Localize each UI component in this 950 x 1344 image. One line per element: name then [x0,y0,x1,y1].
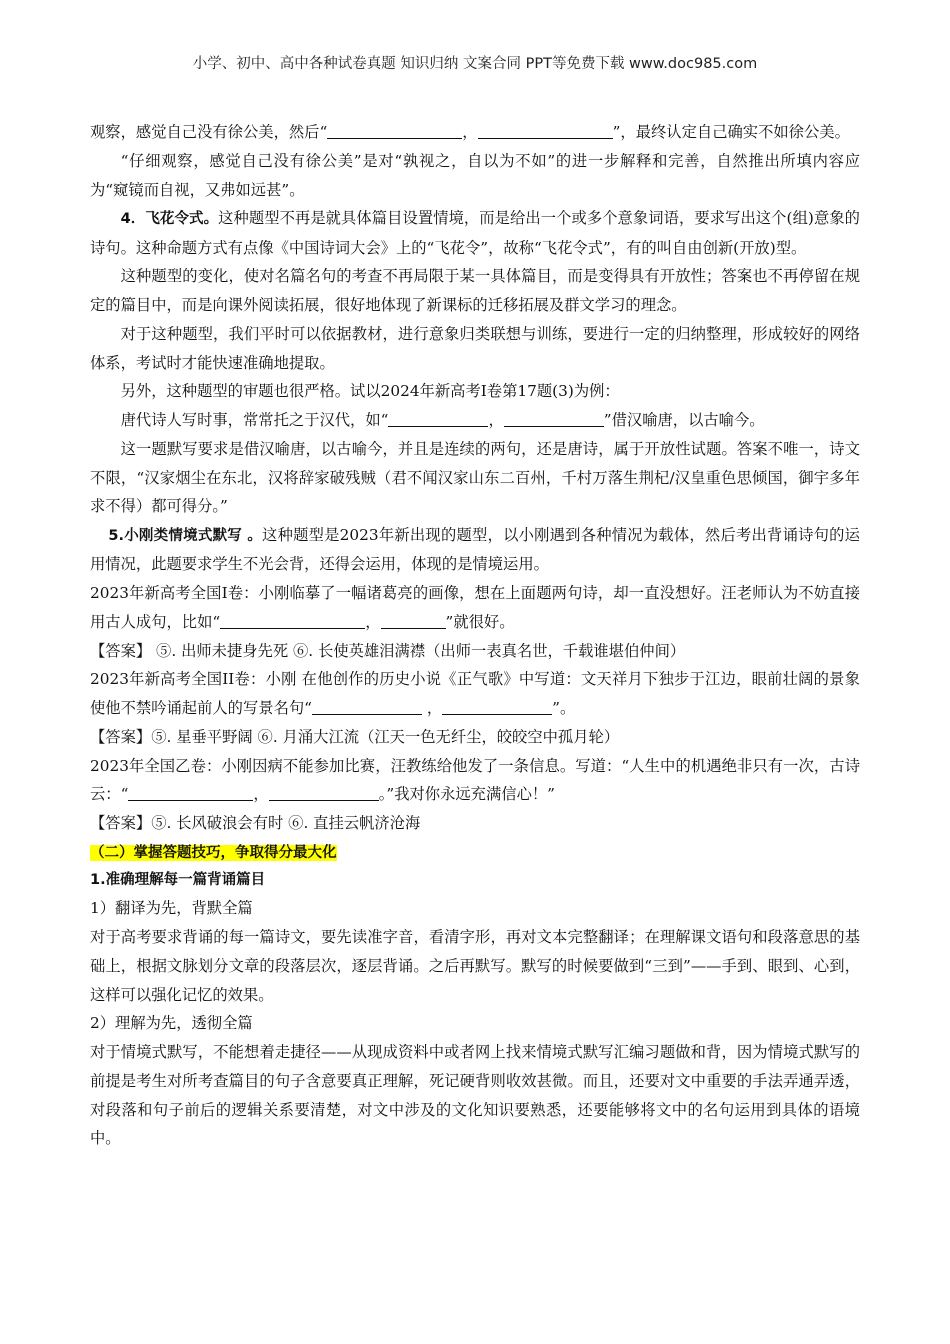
example-3: 2023年全国乙卷：小刚因病不能参加比赛，汪教练给他发了一条信息。写道：“人生中的机遇绝非只有一次，古诗云：“ ， 。”我对你永远充满信心！” [90,756,860,804]
answer-3: 【答案】⑤. 长风破浪会有时 ⑥. 直挂云帆济沧海 [90,814,421,832]
subheading-item: 1）翻译为先，背默全篇 [90,899,253,918]
section-4: 4．飞花令式。这种题型不再是就具体篇目设置情境，而是给出一个或多个意象词语，要求写出这个(组)意象的诗句。这种命题方式有点像《中国诗词大会》上的“飞花令”，故称“飞花令式”，有的叫自由创新(开放)型。 [90,209,860,257]
fill-blank [381,612,446,628]
paragraph: 观察，感觉自己没有徐公美，然后“ ， ”，最终认定自己确实不如徐公美。 [90,123,850,141]
fill-blank [220,612,365,628]
section-5-title: 5.小刚类情境式默写 。 [108,528,263,544]
fill-blank [312,699,422,715]
paragraph: 对于情境式默写，不能想着走捷径——从现成资料中或者网上找来情境式默写汇编习题做和背，因为情境式默写的前提是考生对所考查篇目的句子含意要真正理解，死记硬背则收效甚微。而且，还要对文中重要的手法弄通弄透，对段落和句子前后的逻辑关系要清楚，对文中涉及的文化知识要熟悉，还要能够将文中的名句运用到具体的语境中。 [90,1043,860,1148]
paragraph: 这种题型的变化，使对名篇名句的考查不再局限于某一具体篇目，而是变得具有开放性；答案也不再停留在规定的篇目中，而是向课外阅读拓展，很好地体现了新课标的迁移拓展及群文学习的理念。 [90,267,860,314]
subheading: 1.准确理解每一篇背诵篇目 [90,872,266,888]
fill-blank [128,785,253,801]
fill-blank [327,123,462,139]
fill-blank [504,411,604,427]
section-5: 5.小刚类情境式默写 。这种题型是2023年新出现的题型，以小刚遇到各种情况为载体，然后考出背诵诗句的运用情况，此题要求学生不光会背，还得会运用，体现的是情境运用。 [90,526,860,574]
answer-1: 【答案】 ⑤. 出师未捷身先死 ⑥. 长使英雄泪满襟（出师一表真名世，千载谁堪伯仲间） [90,641,686,660]
paragraph: 对于高考要求背诵的每一篇诗文，要先读准字音，看清字形，再对文本完整翻译；在理解课文语句和段落意思的基础上，根据文脉划分文章的段落层次，逐层背诵。之后再默写。默写的时候要做到“三到”——手到、眼到、心到，这样可以强化记忆的效果。 [90,928,860,1004]
fill-blank [478,123,613,139]
answer-2: 【答案】⑤. 星垂平野阔 ⑥. 月涌大江流（江天一色无纤尘，皎皎空中孤月轮） [90,727,620,746]
paragraph: 这一题默写要求是借汉喻唐，以古喻今，并且是连续的两句，还是唐诗，属于开放性试题。答案不唯一，诗文不限，“汉家烟尘在东北，汉将辞家破残贼（君不闻汉家山东二百州，千村万落生荆杞/汉皇重色思倾国，御宇多年求不得）都可得分。” [90,439,860,516]
paragraph: 另外，这种题型的审题也很严格。试以2024年新高考Ⅰ卷第17题(3)为例： [120,382,620,401]
highlighted-heading: （二）掌握答题技巧，争取得分最大化 [90,844,337,861]
section-heading [90,838,860,867]
fill-blank [388,411,488,427]
fill-blank [269,785,379,801]
page-header: 小学、初中、高中各种试卷真题 知识归纳 文案合同 PPT等免费下载 www.doc985.com [192,56,758,72]
fill-blank [442,699,552,715]
example-2: 2023年新高考全国II卷：小刚 在他创作的历史小说《正气歌》中写道：文天祥月下独步于江边，眼前壮阔的景象使他不禁吟诵起前人的写景名句“ ， ”。 [90,670,860,717]
document-body [90,118,860,1153]
paragraph: 唐代诗人写时事，常常托之于汉代，如“ ， ”借汉喻唐，以古喻今。 [120,411,765,429]
paragraph: 对于这种题型，我们平时可以依据教材，进行意象归类联想与训练，要进行一定的归纳整理，形成较好的网络体系，考试时才能快速准确地提取。 [90,324,860,372]
example-1: 2023年新高考全国Ⅰ卷：小刚临摹了一幅诸葛亮的画像，想在上面题两句诗，却一直没想好。汪老师认为不妨直接用古人成句，比如“ ， ”就很好。 [90,584,860,631]
section-4-title: 4．飞花令式。 [120,211,219,228]
subheading-item: 2）理解为先，透彻全篇 [90,1014,253,1033]
paragraph: “仔细观察，感觉自己没有徐公美”是对“孰视之，自以为不如”的进一步解释和完善，自然推出所填内容应为“窥镜而自视，又弗如远甚”。 [90,151,860,199]
